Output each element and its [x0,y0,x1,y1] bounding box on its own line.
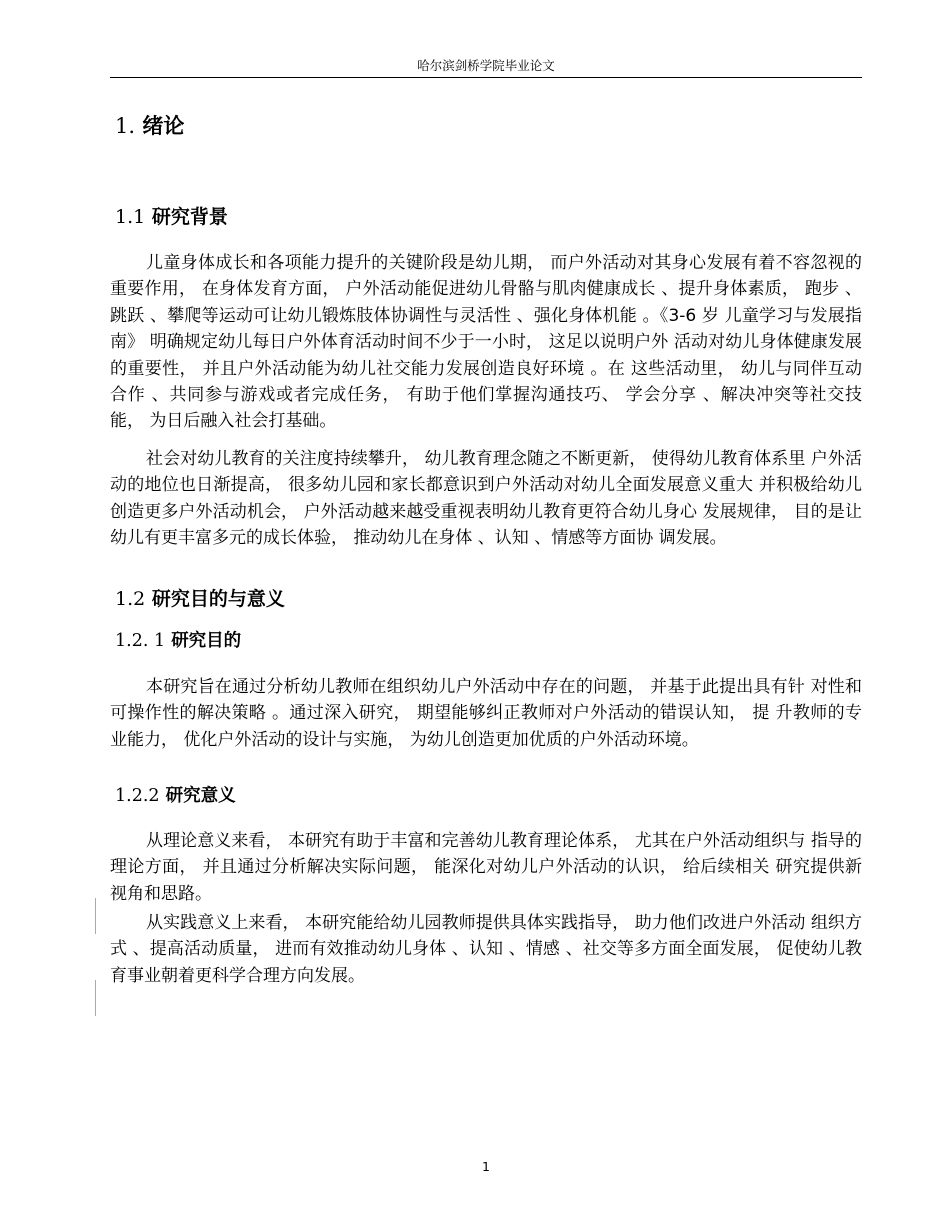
subsection-heading-purpose [115,629,241,653]
margin-change-bar [95,898,96,934]
section-number: 1.1 [115,206,146,228]
chapter-heading [115,112,184,140]
subsection-heading-significance [115,784,236,808]
paragraph-background-1: 儿童身体成长和各项能力提升的关键阶段是幼儿期， 而户外活动对其身心发展有着不容忽视的重要作用， 在身体发育方面， 户外活动能促进幼儿骨骼与肌肉健康成长 、提升身体素质， 跑步 、跳跃 、攀爬等运动可让幼儿锻炼肢体协调性与灵活性 、强化身体机能 。《3-6 岁 儿童学习与发展指南》 明确规定幼儿每日户外体育活动时间不少于一小时， 这足以说明户外 活动对幼儿身体健康发展的重要性， 并且户外活动能为幼儿社交能力发展创造良好环境 。在 这些活动里， 幼儿与同伴互动合作 、共同参与游戏或者完成任务， 有助于他们掌握沟通技巧、 学会分享 、解决冲突等社交技能， 为日后融入社会打基础。 [110,253,862,432]
subsection-number: 1.2.2 [115,786,160,806]
paragraph-background-2: 社会对幼儿教育的关注度持续攀升， 幼儿教育理念随之不断更新， 使得幼儿教育体系里 户外活动的地位也日渐提高， 很多幼儿园和家长都意识到户外活动对幼儿全面发展意义重大 并积极给幼儿创造更多户外活动机会， 户外活动越来越受重视表明幼儿教育更符合幼儿身心 发展规律， 目的是让幼儿有更丰富多元的成长体验， 推动幼儿在身体 、认知 、情感等方面协 调发展。 [110,449,862,549]
section-heading-purpose-significance [115,586,285,612]
chapter-title: 绪论 [142,114,185,138]
running-header: 哈尔滨剑桥学院毕业论文 [417,58,555,73]
paragraph-purpose: 本研究旨在通过分析幼儿教师在组织幼儿户外活动中存在的问题， 并基于此提出具有针 对性和可操作性的解决策略 。通过深入研究， 期望能够纠正教师对户外活动的错误认知， 提 升教师的专业能力， 优化户外活动的设计与实施， 为幼儿创造更加优质的户外活动环境。 [110,677,862,750]
subsection-title: 研究目的 [171,631,242,651]
section-heading-background [115,204,228,230]
header-divider [110,77,862,78]
paragraph-significance-2: 从实践意义上来看， 本研究能给幼儿园教师提供具体实践指导， 助力他们改进户外活动 组织方式 、提高活动质量， 进而有效推动幼儿身体 、认知 、情感 、社交等多方面全面发展， 促使幼儿教育事业朝着更科学合理方向发展。 [110,913,862,986]
margin-change-bar [95,980,96,1016]
section-number: 1.2 [115,588,146,610]
subsection-title: 研究意义 [165,786,236,806]
chapter-number: 1. [115,114,136,138]
subsection-number: 1.2. 1 [115,631,166,651]
section-title: 研究背景 [151,206,228,228]
section-title: 研究目的与意义 [151,588,285,610]
paragraph-significance-1: 从理论意义来看， 本研究有助于丰富和完善幼儿教育理论体系， 尤其在户外活动组织与 指导的理论方面， 并且通过分析解决实际问题， 能深化对幼儿户外活动的认识， 给后续相关 研究提供新视角和思路。 [110,831,862,904]
page-number: 1 [482,1159,490,1174]
